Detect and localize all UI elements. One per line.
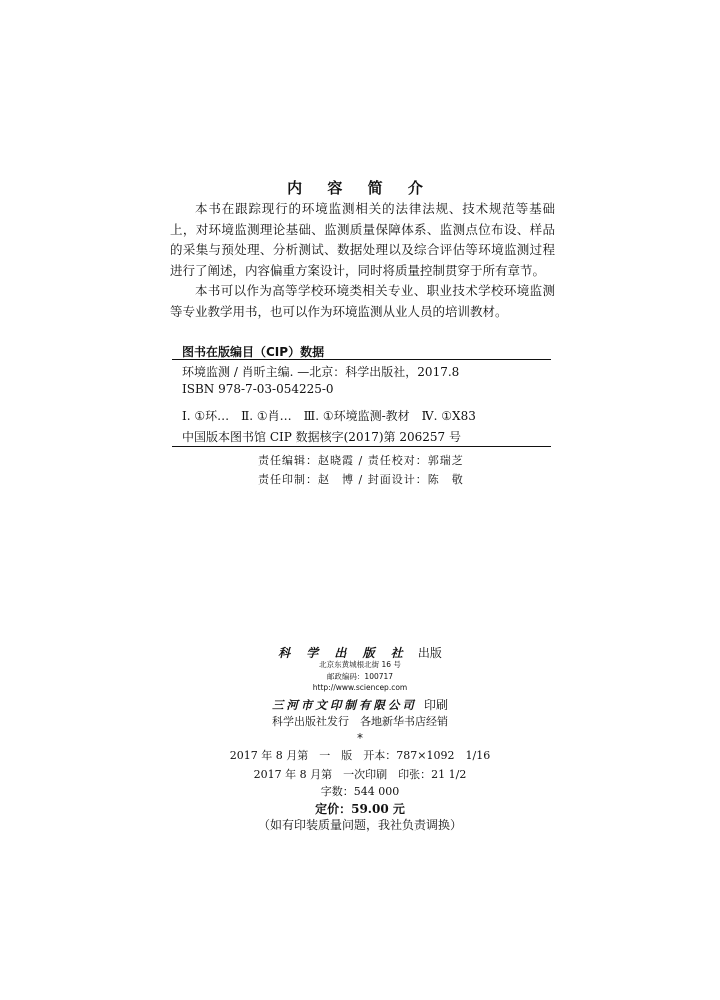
intro-body [170, 199, 555, 322]
printer-line [0, 694, 720, 713]
imprint-word-count: 字数：544 000 [320, 785, 400, 798]
credits-print-line: 责任印制：赵 博 / 封面设计：陈 敬 [258, 473, 464, 486]
publish-word: 出版 [417, 646, 442, 660]
intro-paragraph: 本书在跟踪现行的环境监测相关的法律法规、技术规范等基础上，对环境监测理论基础、监测质量保障体系、监测点位布设、样品的采集与预处理、分析测试、数据处理以及综合评估等环境监测过程进行了阐述，内容偏重方案设计，同时将质量控制贯穿于所有章节。 [170, 201, 555, 278]
cip-classification: Ⅰ. ①环… Ⅱ. ①肖… Ⅲ. ①环境监测-教材 Ⅳ. ①X83 [182, 409, 476, 423]
printer-name: 三河市文印制有限公司 [271, 698, 417, 712]
publisher-name: 科 学 出 版 社 [278, 646, 409, 660]
intro-title: 内 容 简 介 [287, 179, 433, 197]
separator-asterisk: * [357, 731, 363, 745]
publisher-postcode: 邮政编码：100717 [326, 672, 394, 681]
print-word: 印刷 [424, 698, 449, 712]
price: 定价：59.00 元 [315, 802, 405, 816]
cip-title-line: 环境监测 / 肖昕主编. —北京：科学出版社，2017.8 [182, 365, 460, 379]
intro-paragraph: 本书可以作为高等学校环境类相关专业、职业技术学校环境监测等专业教学用书，也可以作为环境监测从业人员的培训教材。 [170, 283, 555, 319]
credits-editor-line: 责任编辑：赵晓霞 / 责任校对：郭瑞芝 [258, 454, 464, 467]
publisher-address: 北京东黄城根北街 16 号 [319, 660, 401, 669]
cip-isbn: ISBN 978-7-03-054225-0 [182, 382, 334, 396]
cip-bottom-rule [172, 446, 551, 447]
cip-top-rule [172, 359, 551, 360]
imprint-printing: 2017 年 8 月第 一次印刷 印张：21 1/2 [253, 768, 467, 781]
cip-number: 中国版本图书馆 CIP 数据核字(2017)第 206257 号 [182, 430, 461, 444]
quality-notice: （如有印装质量问题，我社负责调换） [257, 818, 462, 832]
distribution-line: 科学出版社发行 各地新华书店经销 [272, 715, 448, 728]
cip-heading: 图书在版编目（CIP）数据 [182, 345, 325, 359]
publisher-url: http://www.sciencep.com [312, 683, 408, 692]
imprint-edition: 2017 年 8 月第 一 版 开本：787×1092 1/16 [229, 749, 491, 762]
